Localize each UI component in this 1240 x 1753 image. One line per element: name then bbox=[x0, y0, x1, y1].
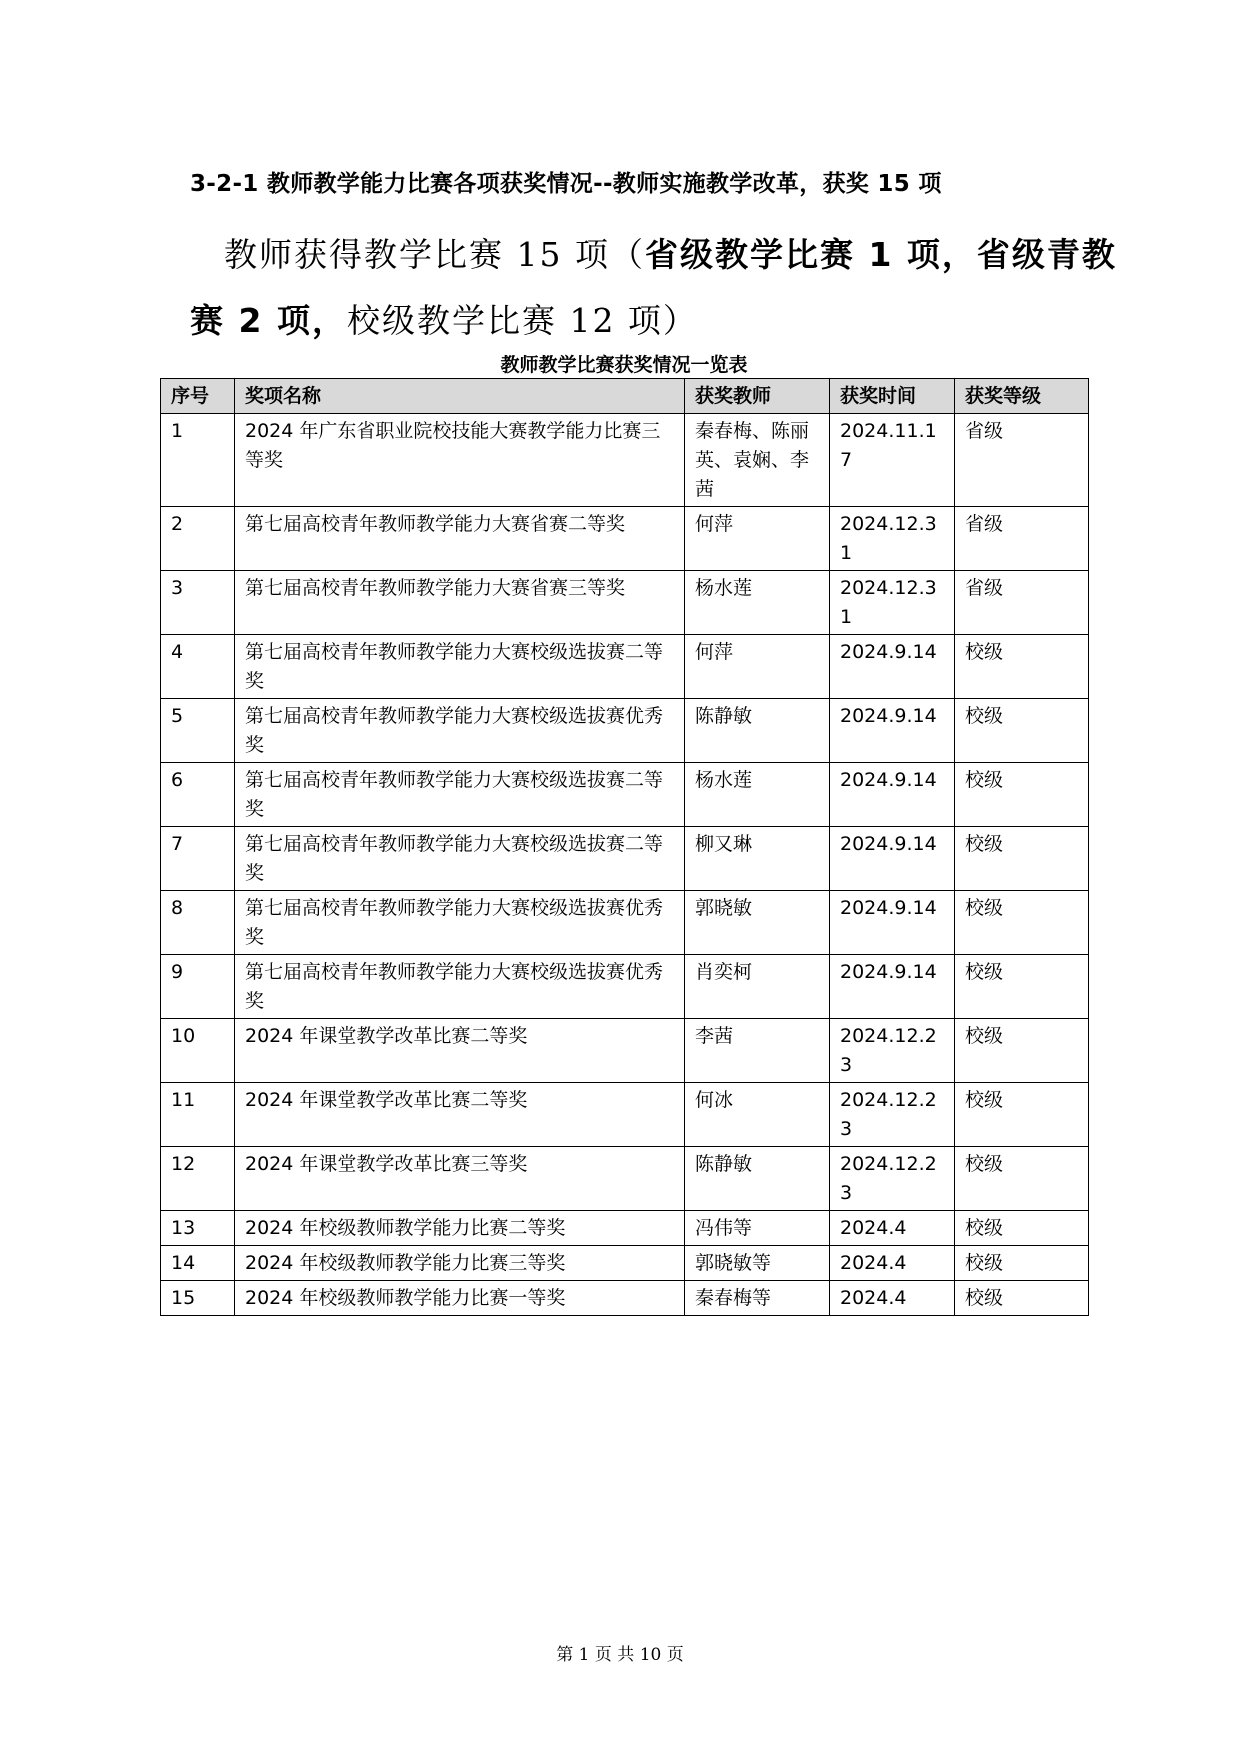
cell-level: 省级 bbox=[955, 414, 1089, 507]
summary-total: 教师获得教学比赛 15 项（ bbox=[224, 235, 645, 274]
header-level: 获奖等级 bbox=[955, 379, 1089, 414]
header-seq: 序号 bbox=[161, 379, 235, 414]
cell-award-name: 第七届高校青年教师教学能力大赛校级选拔赛二等奖 bbox=[235, 827, 685, 891]
cell-award-name: 2024 年课堂教学改革比赛二等奖 bbox=[235, 1083, 685, 1147]
cell-seq: 10 bbox=[161, 1019, 235, 1083]
cell-teacher: 秦春梅、陈丽英、袁娴、李茜 bbox=[685, 414, 830, 507]
cell-teacher: 杨水莲 bbox=[685, 763, 830, 827]
cell-date: 2024.11.17 bbox=[830, 414, 955, 507]
cell-teacher: 陈静敏 bbox=[685, 699, 830, 763]
cell-level: 校级 bbox=[955, 827, 1089, 891]
cell-level: 校级 bbox=[955, 635, 1089, 699]
cell-seq: 9 bbox=[161, 955, 235, 1019]
cell-seq: 1 bbox=[161, 414, 235, 507]
cell-teacher: 肖奕柯 bbox=[685, 955, 830, 1019]
cell-level: 省级 bbox=[955, 507, 1089, 571]
table-row bbox=[161, 1281, 1089, 1316]
cell-seq: 12 bbox=[161, 1147, 235, 1211]
cell-date: 2024.12.23 bbox=[830, 1147, 955, 1211]
cell-teacher: 郭晓敏 bbox=[685, 891, 830, 955]
cell-level: 校级 bbox=[955, 699, 1089, 763]
table-body bbox=[161, 414, 1089, 1316]
table-row bbox=[161, 1211, 1089, 1246]
table-row bbox=[161, 891, 1089, 955]
cell-level: 校级 bbox=[955, 1211, 1089, 1246]
header-teacher: 获奖教师 bbox=[685, 379, 830, 414]
table-row bbox=[161, 955, 1089, 1019]
cell-award-name: 2024 年校级教师教学能力比赛二等奖 bbox=[235, 1211, 685, 1246]
cell-level: 省级 bbox=[955, 571, 1089, 635]
cell-award-name: 第七届高校青年教师教学能力大赛校级选拔赛优秀奖 bbox=[235, 891, 685, 955]
cell-award-name: 第七届高校青年教师教学能力大赛校级选拔赛二等奖 bbox=[235, 635, 685, 699]
cell-seq: 11 bbox=[161, 1083, 235, 1147]
cell-date: 2024.9.14 bbox=[830, 891, 955, 955]
cell-teacher: 何冰 bbox=[685, 1083, 830, 1147]
cell-level: 校级 bbox=[955, 1281, 1089, 1316]
table-header-row bbox=[161, 379, 1089, 414]
cell-date: 2024.9.14 bbox=[830, 635, 955, 699]
section-heading: 3-2-1 教师教学能力比赛各项获奖情况--教师实施教学改革，获奖 15 项 bbox=[190, 171, 942, 197]
cell-seq: 15 bbox=[161, 1281, 235, 1316]
cell-seq: 5 bbox=[161, 699, 235, 763]
page-footer: 第 1 页 共 10 页 bbox=[556, 1645, 684, 1665]
summary-paragraph bbox=[190, 222, 1117, 354]
cell-award-name: 第七届高校青年教师教学能力大赛省赛二等奖 bbox=[235, 507, 685, 571]
cell-date: 2024.4 bbox=[830, 1246, 955, 1281]
cell-seq: 8 bbox=[161, 891, 235, 955]
cell-award-name: 2024 年广东省职业院校技能大赛教学能力比赛三等奖 bbox=[235, 414, 685, 507]
cell-teacher: 柳又琳 bbox=[685, 827, 830, 891]
table-row bbox=[161, 1147, 1089, 1211]
header-date: 获奖时间 bbox=[830, 379, 955, 414]
cell-teacher: 陈静敏 bbox=[685, 1147, 830, 1211]
cell-teacher: 杨水莲 bbox=[685, 571, 830, 635]
summary-line-2 bbox=[190, 288, 1070, 354]
table-row bbox=[161, 699, 1089, 763]
table-row bbox=[161, 1019, 1089, 1083]
cell-award-name: 第七届高校青年教师教学能力大赛校级选拔赛优秀奖 bbox=[235, 699, 685, 763]
cell-teacher: 何萍 bbox=[685, 507, 830, 571]
cell-date: 2024.9.14 bbox=[830, 699, 955, 763]
cell-date: 2024.12.23 bbox=[830, 1083, 955, 1147]
cell-award-name: 2024 年校级教师教学能力比赛三等奖 bbox=[235, 1246, 685, 1281]
cell-date: 2024.9.14 bbox=[830, 955, 955, 1019]
cell-award-name: 第七届高校青年教师教学能力大赛校级选拔赛优秀奖 bbox=[235, 955, 685, 1019]
cell-level: 校级 bbox=[955, 763, 1089, 827]
summary-provincial: 省级教学比赛 1 项，省级青教 bbox=[644, 235, 1117, 274]
cell-seq: 2 bbox=[161, 507, 235, 571]
cell-date: 2024.12.23 bbox=[830, 1019, 955, 1083]
table-row bbox=[161, 827, 1089, 891]
cell-level: 校级 bbox=[955, 891, 1089, 955]
cell-award-name: 第七届高校青年教师教学能力大赛省赛三等奖 bbox=[235, 571, 685, 635]
cell-level: 校级 bbox=[955, 1019, 1089, 1083]
cell-date: 2024.12.31 bbox=[830, 571, 955, 635]
cell-teacher: 郭晓敏等 bbox=[685, 1246, 830, 1281]
table-row bbox=[161, 635, 1089, 699]
summary-line-1 bbox=[190, 222, 1117, 288]
cell-level: 校级 bbox=[955, 1147, 1089, 1211]
cell-award-name: 2024 年校级教师教学能力比赛一等奖 bbox=[235, 1281, 685, 1316]
cell-award-name: 第七届高校青年教师教学能力大赛校级选拔赛二等奖 bbox=[235, 763, 685, 827]
summary-school: 校级教学比赛 12 项） bbox=[346, 301, 698, 340]
cell-level: 校级 bbox=[955, 955, 1089, 1019]
cell-seq: 6 bbox=[161, 763, 235, 827]
awards-table bbox=[160, 378, 1089, 1316]
cell-seq: 13 bbox=[161, 1211, 235, 1246]
table-row bbox=[161, 763, 1089, 827]
table-row bbox=[161, 414, 1089, 507]
cell-seq: 7 bbox=[161, 827, 235, 891]
cell-date: 2024.4 bbox=[830, 1281, 955, 1316]
cell-level: 校级 bbox=[955, 1246, 1089, 1281]
header-award-name: 奖项名称 bbox=[235, 379, 685, 414]
cell-teacher: 冯伟等 bbox=[685, 1211, 830, 1246]
cell-award-name: 2024 年课堂教学改革比赛二等奖 bbox=[235, 1019, 685, 1083]
cell-level: 校级 bbox=[955, 1083, 1089, 1147]
cell-teacher: 李茜 bbox=[685, 1019, 830, 1083]
cell-teacher: 秦春梅等 bbox=[685, 1281, 830, 1316]
summary-youth: 赛 2 项， bbox=[190, 301, 347, 340]
cell-date: 2024.12.31 bbox=[830, 507, 955, 571]
table-row bbox=[161, 1246, 1089, 1281]
cell-award-name: 2024 年课堂教学改革比赛三等奖 bbox=[235, 1147, 685, 1211]
cell-teacher: 何萍 bbox=[685, 635, 830, 699]
cell-seq: 3 bbox=[161, 571, 235, 635]
table-caption: 教师教学比赛获奖情况一览表 bbox=[500, 354, 748, 376]
cell-date: 2024.9.14 bbox=[830, 827, 955, 891]
cell-seq: 4 bbox=[161, 635, 235, 699]
table-row bbox=[161, 571, 1089, 635]
cell-date: 2024.4 bbox=[830, 1211, 955, 1246]
table-row bbox=[161, 1083, 1089, 1147]
cell-date: 2024.9.14 bbox=[830, 763, 955, 827]
cell-seq: 14 bbox=[161, 1246, 235, 1281]
table-row bbox=[161, 507, 1089, 571]
